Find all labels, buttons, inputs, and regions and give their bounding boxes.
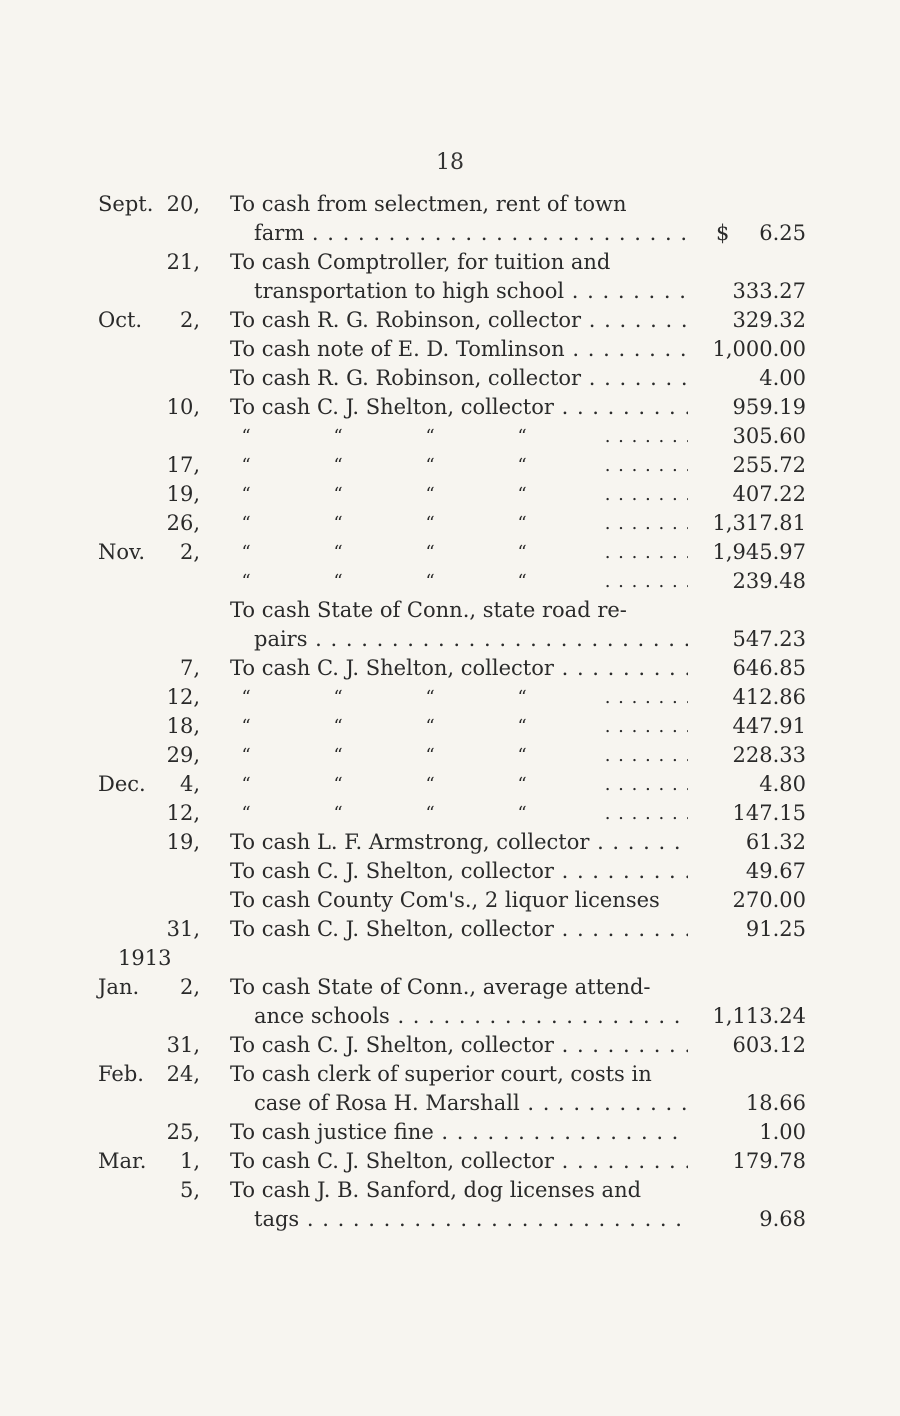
entry-day: 4, <box>179 772 200 796</box>
entry-amount: 61.32 <box>745 830 806 854</box>
ledger-row <box>98 248 818 277</box>
entry-amount: 1,317.81 <box>712 511 806 535</box>
ledger-row <box>98 712 818 741</box>
ledger-row <box>98 480 818 509</box>
ledger-row <box>98 306 818 335</box>
ditto-marks: “ “ “ “ . . . <box>230 480 688 509</box>
entry-amount: 1,000.00 <box>712 337 806 361</box>
entry-amount: 6.25 <box>759 221 806 245</box>
entry-description: To cash R. G. Robinson, collector . . . <box>230 364 688 393</box>
entry-day: 26, <box>166 511 200 535</box>
ledger-row <box>98 654 818 683</box>
ledger-row <box>98 422 818 451</box>
ledger-row <box>98 335 818 364</box>
entry-amount: 18.66 <box>745 1091 806 1115</box>
dollar-sign: $ <box>716 221 730 245</box>
ledger-row <box>98 538 818 567</box>
entry-description: transportation to high school . . . <box>254 277 688 306</box>
entry-day: 19, <box>166 482 200 506</box>
entry-day: 12, <box>166 685 200 709</box>
ledger-row <box>98 828 818 857</box>
ledger-row <box>98 596 818 625</box>
entry-amount: 179.78 <box>732 1149 806 1173</box>
entry-amount: 9.68 <box>759 1207 806 1231</box>
entry-description: To cash C. J. Shelton, collector . . . <box>230 393 688 422</box>
entry-amount: 4.00 <box>759 366 806 390</box>
ditto-marks: “ “ “ “ . . . <box>230 538 688 567</box>
entry-amount: 1,113.24 <box>712 1004 806 1028</box>
ditto-marks: “ “ “ “ . . . <box>230 509 688 538</box>
ledger-row <box>98 567 818 596</box>
entry-description: To cash C. J. Shelton, collector . . . <box>230 1031 688 1060</box>
entry-amount: 270.00 <box>732 888 806 912</box>
ledger-row <box>98 625 818 654</box>
entry-description: To cash J. B. Sanford, dog licenses and <box>230 1178 642 1202</box>
ditto-marks: “ “ “ “ . . . <box>230 799 688 828</box>
entry-day: 7, <box>179 656 200 680</box>
entry-description: farm . . . <box>254 219 688 248</box>
entry-amount: 228.33 <box>732 743 806 767</box>
entry-description: To cash C. J. Shelton, collector . . . <box>230 1147 688 1176</box>
entry-amount: 4.80 <box>759 772 806 796</box>
entry-amount: 547.23 <box>732 627 806 651</box>
entry-amount: 447.91 <box>732 714 806 738</box>
entry-month: Nov. <box>98 540 146 564</box>
ledger-row <box>98 219 818 248</box>
entry-amount: 333.27 <box>732 279 806 303</box>
entry-description: To cash from selectmen, rent of town <box>230 192 627 216</box>
entry-description: To cash note of E. D. Tomlinson . . . <box>230 335 688 364</box>
ledger-row <box>98 451 818 480</box>
ledger-row <box>98 1147 818 1176</box>
entry-amount: 1.00 <box>759 1120 806 1144</box>
entry-description: To cash clerk of superior court, costs in <box>230 1062 652 1086</box>
entry-day: 2, <box>179 308 200 332</box>
entry-amount: 407.22 <box>732 482 806 506</box>
entry-month: Jan. <box>98 975 140 999</box>
ledger-row <box>98 915 818 944</box>
entry-amount: 49.67 <box>745 859 806 883</box>
entry-amount: 412.86 <box>732 685 806 709</box>
entry-amount: 147.15 <box>732 801 806 825</box>
ledger-row <box>98 509 818 538</box>
ditto-marks: “ “ “ “ . . . <box>230 712 688 741</box>
ditto-marks: “ “ “ “ . . . <box>230 567 688 596</box>
ditto-marks: “ “ “ “ . . . <box>230 741 688 770</box>
entry-amount: 305.60 <box>732 424 806 448</box>
entry-amount: 239.48 <box>732 569 806 593</box>
year-label: 1913 <box>118 946 172 970</box>
entry-amount: 255.72 <box>732 453 806 477</box>
entry-amount: 91.25 <box>745 917 806 941</box>
entry-amount: 959.19 <box>732 395 806 419</box>
entry-day: 31, <box>166 917 200 941</box>
entry-amount: 329.32 <box>732 308 806 332</box>
ledger-row <box>98 393 818 422</box>
ledger-row <box>98 1089 818 1118</box>
entry-description: To cash C. J. Shelton, collector . . . <box>230 915 688 944</box>
ledger-row <box>98 741 818 770</box>
ledger-row <box>98 770 818 799</box>
ledger-row <box>98 1002 818 1031</box>
ledger-row <box>98 1205 818 1234</box>
ledger-row <box>98 1118 818 1147</box>
entry-day: 5, <box>179 1178 200 1202</box>
entry-day: 2, <box>179 975 200 999</box>
entry-day: 1, <box>179 1149 200 1173</box>
ledger-row <box>98 1176 818 1205</box>
entry-day: 20, <box>166 192 200 216</box>
entry-description: To cash County Com's., 2 liquor licenses <box>230 888 660 912</box>
entry-month: Mar. <box>98 1149 147 1173</box>
page-number: 18 <box>436 150 464 175</box>
ledger-row <box>98 364 818 393</box>
entry-day: 10, <box>166 395 200 419</box>
ledger-row <box>98 277 818 306</box>
ledger-row <box>98 1060 818 1089</box>
ditto-marks: “ “ “ “ . . . <box>230 422 688 451</box>
entry-amount: 1,945.97 <box>712 540 806 564</box>
entry-description: To cash C. J. Shelton, collector . . . <box>230 857 688 886</box>
entry-description: To cash R. G. Robinson, collector . . . <box>230 306 688 335</box>
entry-day: 19, <box>166 830 200 854</box>
ledger-table <box>98 190 818 1234</box>
entry-day: 31, <box>166 1033 200 1057</box>
entry-day: 2, <box>179 540 200 564</box>
ditto-marks: “ “ “ “ . . . <box>230 770 688 799</box>
ledger-row <box>98 886 818 915</box>
ditto-marks: “ “ “ “ . . . <box>230 683 688 712</box>
entry-description: pairs . . . <box>254 625 688 654</box>
entry-description: case of Rosa H. Marshall . . . <box>254 1089 688 1118</box>
entry-month: Oct. <box>98 308 143 332</box>
entry-day: 12, <box>166 801 200 825</box>
ledger-row <box>98 857 818 886</box>
ditto-marks: “ “ “ “ . . . <box>230 451 688 480</box>
entry-amount: 603.12 <box>732 1033 806 1057</box>
entry-day: 21, <box>166 250 200 274</box>
ledger-row <box>98 973 818 1002</box>
entry-month: Dec. <box>98 772 146 796</box>
entry-description: ance schools . . . <box>254 1002 688 1031</box>
entry-description: To cash justice fine . . . <box>230 1118 688 1147</box>
entry-description: To cash C. J. Shelton, collector . . . <box>230 654 688 683</box>
entry-month: Sept. <box>98 192 154 216</box>
ledger-row <box>98 1031 818 1060</box>
entry-description: To cash L. F. Armstrong, collector . . . <box>230 828 688 857</box>
entry-description: To cash State of Conn., average attend- <box>230 975 651 999</box>
entry-day: 17, <box>166 453 200 477</box>
entry-month: Feb. <box>98 1062 144 1086</box>
ledger-row <box>98 190 818 219</box>
entry-day: 29, <box>166 743 200 767</box>
entry-description: tags . . . <box>254 1205 688 1234</box>
ledger-row <box>98 944 818 973</box>
entry-amount: 646.85 <box>732 656 806 680</box>
ledger-row <box>98 683 818 712</box>
entry-day: 18, <box>166 714 200 738</box>
entry-day: 25, <box>166 1120 200 1144</box>
entry-description: To cash Comptroller, for tuition and <box>230 250 611 274</box>
entry-day: 24, <box>166 1062 200 1086</box>
entry-description: To cash State of Conn., state road re- <box>230 598 627 622</box>
ledger-row <box>98 799 818 828</box>
